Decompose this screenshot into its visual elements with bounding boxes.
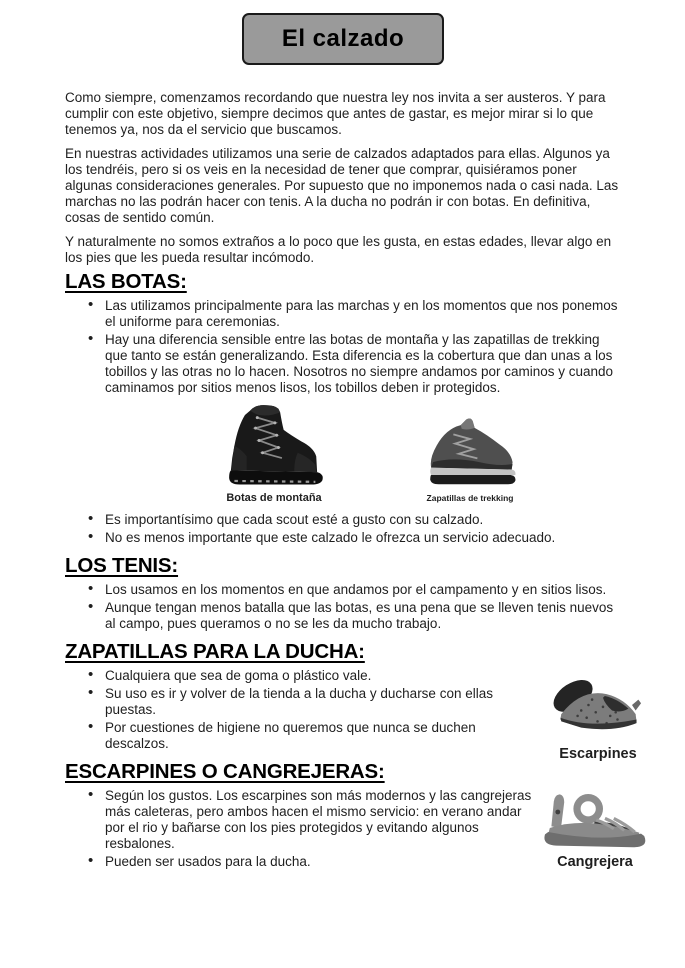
jelly-sandal-icon [524,788,666,852]
bullet-item: • Hay una diferencia sensible entre las botas de montaña y las zapatillas de trekking que tanto se están generalizando. Esta diferencia es la cobertura que dan unas a los tobillos y las otras no lo hacen. Nosotros no siempre andamos por caminos y cuando caminamos por sitios menos lisos, los tobillos deben ir protegidos. [105,332,622,396]
trekking-shoe-icon [421,414,519,488]
bullet-item: • Es importantísimo que cada scout esté a gusto con su calzado. [105,512,622,528]
section-heading-escarpines: ESCARPINES O CANGREJERAS: [65,760,385,783]
image-caption-trekking: Zapatillas de trekking [426,493,514,503]
water-shoe-icon [545,676,651,744]
bullet-item: • Los usamos en los momentos en que andamos por el campamento y en sitios lisos. [105,582,622,598]
bullet-item: • Según los gustos. Los escarpines son más modernos y las cangrejeras más caleteras, pero ambos hacen el mismo servicio: en verano andar por el rio y bañarse con los pies protegidos y evitando algunos resbalones. [105,788,540,852]
bullet-item: • Aunque tengan menos batalla que las botas, es una pena que se lleven tenis nuevos al campo, pues queramos o no se les da mucho trabajo. [105,600,622,632]
mountain-boot-icon [213,400,335,488]
bullet-item: • Cualquiera que sea de goma o plástico vale. [105,668,540,684]
escarpines-figure [543,676,653,762]
botas-bullet-list-2 [65,512,622,546]
botas-bullet-list [65,298,622,396]
image-caption-botas: Botas de montaña [226,492,322,504]
mountain-boots-figure [213,400,335,506]
bullet-item: • Las utilizamos principalmente para las marchas y en los momentos que nos ponemos el uniforme para ceremonias. [105,298,622,330]
image-caption-escarpines: Escarpines [559,746,637,762]
section-heading-botas: LAS BOTAS: [65,270,187,293]
image-caption-cangrejera: Cangrejera [557,854,633,870]
intro-paragraph-1: Como siempre, comenzamos recordando que nuestra ley nos invita a ser austeros. Y para cumplir con este objetivo, siempre decimos que antes de gastar, es mejor mirar si lo que tenemos ya, nos da el servicio que buscamos. [65,90,606,137]
section-heading-tenis: LOS TENIS: [65,554,179,577]
bullet-item: • Su uso es ir y volver de la tienda a la ducha y ducharse con ellas puestas. [105,686,540,718]
document-title: El calzado [281,25,405,52]
trekking-shoes-figure [421,414,519,506]
tenis-bullet-list [65,582,622,632]
bullet-item: • Pueden ser usados para la ducha. [105,854,540,870]
boots-image-row [65,400,622,506]
intro-paragraph-3: Y naturalmente no somos extraños a lo poco que les gusta, en estas edades, llevar algo en los pies que les pueda resultar incómodo. [65,234,612,265]
cangrejera-figure [521,788,669,870]
section-heading-ducha: ZAPATILLAS PARA LA DUCHA: [65,640,365,663]
document-body [65,90,622,874]
escarpines-bullet-list [65,788,540,870]
ducha-bullet-list [65,668,540,752]
title-box [242,13,444,65]
bullet-item: • Por cuestiones de higiene no queremos que nunca se duchen descalzos. [105,720,540,752]
bullet-item: • No es menos importante que este calzado le ofrezca un servicio adecuado. [105,530,622,546]
intro-paragraph-2: En nuestras actividades utilizamos una serie de calzados adaptados para ellas. Algunos ya los tendréis, pero si os veis en la necesidad de tener que comprar, quisiéramos poner algunas consideraciones generales. Por supuesto que no imponemos nada o casi nada. Las marchas no las podrán hacer con tenis. A la ducha no podrán ir con botas. En definitiva, cosas de sentido común. [65,146,619,225]
